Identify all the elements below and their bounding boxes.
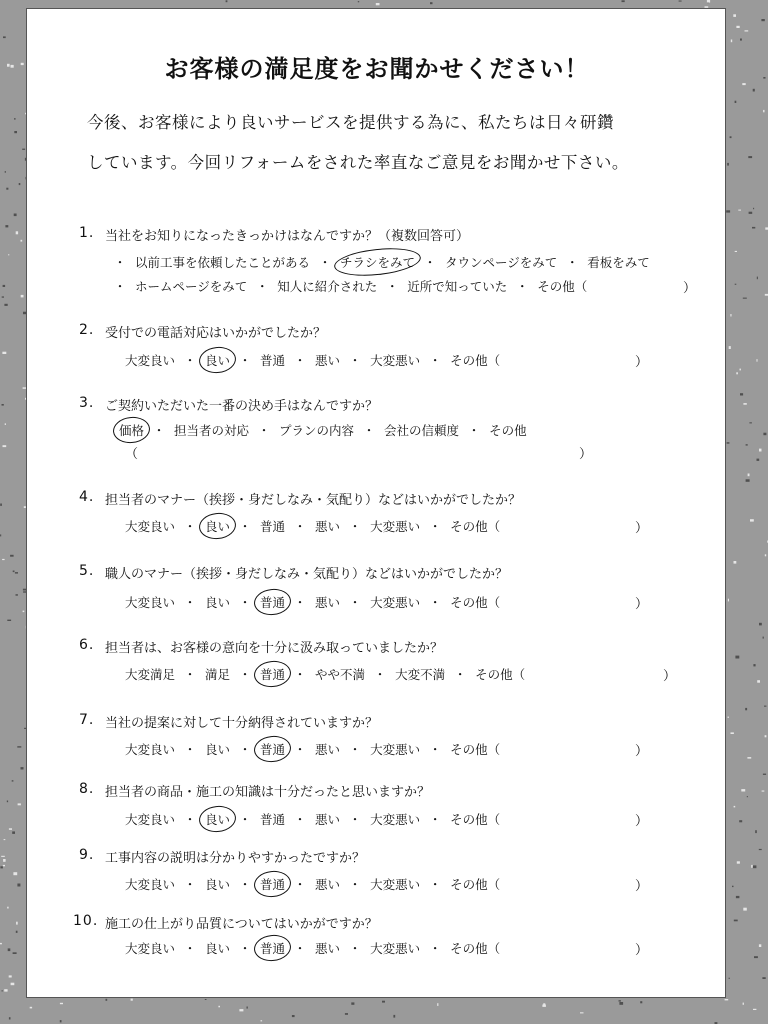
- separator-dot: ・: [183, 812, 197, 827]
- options-row: [125, 665, 525, 683]
- separator-dot: ・: [238, 519, 252, 534]
- options-row: [119, 421, 527, 439]
- option[interactable]: その他（: [450, 877, 501, 892]
- option[interactable]: 看板をみて: [587, 255, 650, 270]
- options-row: [125, 875, 500, 893]
- question-text: 担当者の商品・施工の知識は十分だったと思いますか？: [105, 785, 431, 800]
- question-number: 7.: [79, 712, 95, 728]
- question-number: 6.: [79, 637, 95, 653]
- separator-dot: ・: [183, 353, 197, 368]
- option[interactable]: 担当者の対応: [174, 423, 250, 438]
- separator-dot: ・: [386, 279, 399, 294]
- separator-dot: ・: [238, 742, 252, 757]
- option[interactable]: その他: [489, 423, 527, 438]
- page-title: お客様の満足度をお聞かせください！: [164, 55, 590, 83]
- separator-dot: ・: [113, 255, 127, 270]
- separator-dot: ・: [256, 279, 269, 294]
- question-number: 9.: [79, 847, 95, 863]
- question-text: 職人のマナー（挨拶・身だしなみ・気配り）などはいかがでしたか？: [105, 567, 509, 582]
- option[interactable]: 良い: [205, 742, 231, 757]
- separator-dot: ・: [238, 667, 252, 682]
- paren-close: ）: [635, 814, 649, 829]
- separator-dot: ・: [428, 941, 442, 956]
- option-selected[interactable]: 良い: [205, 519, 231, 534]
- separator-dot: ・: [428, 353, 442, 368]
- options-row: [105, 277, 587, 295]
- option[interactable]: 大変悪い: [370, 519, 421, 534]
- intro-line-1: 今後、お客様により良いサービスを提供する為に、私たちは日々研鑽: [87, 113, 614, 132]
- option[interactable]: 良い: [205, 941, 231, 956]
- option[interactable]: その他（: [450, 595, 501, 610]
- separator-dot: ・: [183, 941, 197, 956]
- separator-dot: ・: [238, 353, 252, 368]
- separator-dot: ・: [183, 595, 197, 610]
- options-row: [125, 810, 500, 828]
- paren-close: ）: [635, 521, 649, 536]
- separator-dot: ・: [238, 941, 252, 956]
- option[interactable]: その他（: [450, 519, 501, 534]
- option-selected[interactable]: 良い: [205, 812, 231, 827]
- option[interactable]: 大変悪い: [370, 742, 421, 757]
- option[interactable]: 大変良い: [125, 519, 176, 534]
- question-number: 10.: [73, 913, 99, 929]
- intro-line-2: しています。今回リフォームをされた率直なご意見をお聞かせ下さい。: [87, 153, 629, 172]
- separator-dot: ・: [348, 941, 362, 956]
- survey-sheet: [26, 8, 726, 998]
- separator-dot: ・: [238, 812, 252, 827]
- separator-dot: ・: [423, 255, 437, 270]
- separator-dot: ・: [293, 519, 307, 534]
- separator-dot: ・: [293, 877, 307, 892]
- option[interactable]: 悪い: [315, 519, 341, 534]
- separator-dot: ・: [238, 595, 252, 610]
- option[interactable]: その他（: [450, 353, 501, 368]
- option-selected[interactable]: チラシをみて: [340, 255, 416, 270]
- question-text: 当社をお知りになったきっかけはなんですか？（複数回答可）: [105, 229, 470, 244]
- question-number: 1.: [79, 225, 95, 241]
- option-selected[interactable]: 普通: [260, 877, 286, 892]
- option[interactable]: 近所で知っていた: [407, 279, 508, 294]
- option[interactable]: 良い: [205, 595, 231, 610]
- separator-dot: ・: [183, 742, 197, 757]
- option[interactable]: 大変良い: [125, 742, 176, 757]
- option[interactable]: 以前工事を依頼したことがある: [135, 255, 311, 270]
- option[interactable]: 大変良い: [125, 595, 176, 610]
- option[interactable]: やや不満: [315, 667, 366, 682]
- paren-close: ）: [635, 943, 649, 958]
- option-selected[interactable]: 普通: [260, 667, 286, 682]
- paren-close: ）: [635, 879, 649, 894]
- option[interactable]: その他（: [450, 812, 501, 827]
- separator-dot: ・: [453, 667, 467, 682]
- option[interactable]: 悪い: [315, 353, 341, 368]
- separator-dot: ・: [293, 595, 307, 610]
- separator-dot: ・: [293, 742, 307, 757]
- separator-dot: ・: [183, 877, 197, 892]
- separator-dot: ・: [152, 423, 166, 438]
- question-number: 3.: [79, 395, 95, 411]
- option[interactable]: プランの内容: [279, 423, 355, 438]
- question-text: ご契約いただいた一番の決め手はなんですか？: [105, 399, 379, 414]
- option[interactable]: 知人に紹介された: [277, 279, 378, 294]
- options-row: [125, 517, 500, 535]
- separator-dot: ・: [428, 812, 442, 827]
- separator-dot: ・: [293, 353, 307, 368]
- option[interactable]: 会社の信頼度: [384, 423, 460, 438]
- option[interactable]: 大変良い: [125, 941, 176, 956]
- paren-close: ）: [579, 447, 593, 462]
- option[interactable]: その他（: [537, 279, 588, 294]
- separator-dot: ・: [348, 519, 362, 534]
- option[interactable]: 大変良い: [125, 353, 176, 368]
- paren-close: ）: [635, 355, 649, 370]
- option-selected[interactable]: 普通: [260, 941, 286, 956]
- question-number: 4.: [79, 489, 95, 505]
- separator-dot: ・: [238, 877, 252, 892]
- paren-close: ）: [635, 744, 649, 759]
- separator-dot: ・: [293, 812, 307, 827]
- option-selected[interactable]: 普通: [260, 595, 286, 610]
- question-text: 工事内容の説明は分かりやすかったですか？: [105, 851, 366, 866]
- question-number: 5.: [79, 563, 95, 579]
- option[interactable]: 大変良い: [125, 877, 176, 892]
- paren-close: ）: [663, 669, 677, 684]
- option[interactable]: その他（: [450, 742, 501, 757]
- separator-dot: ・: [113, 279, 127, 294]
- option[interactable]: 悪い: [315, 812, 341, 827]
- option[interactable]: 悪い: [315, 877, 341, 892]
- separator-dot: ・: [183, 519, 197, 534]
- separator-dot: ・: [428, 877, 442, 892]
- option[interactable]: 普通: [260, 812, 286, 827]
- option[interactable]: 大変悪い: [370, 595, 421, 610]
- separator-dot: ・: [566, 255, 579, 270]
- separator-dot: ・: [348, 812, 362, 827]
- option[interactable]: 大変悪い: [370, 812, 421, 827]
- option[interactable]: 悪い: [315, 742, 341, 757]
- separator-dot: ・: [293, 667, 307, 682]
- separator-dot: ・: [516, 279, 529, 294]
- option[interactable]: 良い: [205, 877, 231, 892]
- options-row: [105, 253, 650, 271]
- option[interactable]: 大変不満: [395, 667, 446, 682]
- option[interactable]: ホームページをみて: [135, 279, 248, 294]
- question-text: 施工の仕上がり品質についてはいかがですか？: [105, 917, 378, 932]
- options-row: [125, 740, 500, 758]
- separator-dot: ・: [467, 423, 481, 438]
- paren-open: （: [125, 447, 139, 462]
- separator-dot: ・: [373, 667, 387, 682]
- question-text: 当社の提案に対して十分納得されていますか？: [105, 716, 379, 731]
- question-number: 2.: [79, 322, 95, 338]
- option-selected[interactable]: 価格: [119, 423, 145, 438]
- option-selected[interactable]: 普通: [260, 742, 286, 757]
- option[interactable]: その他（: [475, 667, 526, 682]
- separator-dot: ・: [348, 742, 362, 757]
- separator-dot: ・: [183, 667, 197, 682]
- options-row: [125, 593, 500, 611]
- separator-dot: ・: [362, 423, 376, 438]
- option-selected[interactable]: 良い: [205, 353, 231, 368]
- question-text: 担当者は、お客様の意向を十分に汲み取っていましたか？: [105, 641, 444, 656]
- option[interactable]: 大変悪い: [370, 353, 421, 368]
- option[interactable]: 大変悪い: [370, 877, 421, 892]
- separator-dot: ・: [428, 519, 442, 534]
- separator-dot: ・: [293, 941, 307, 956]
- separator-dot: ・: [428, 595, 442, 610]
- separator-dot: ・: [428, 742, 442, 757]
- question-text: 担当者のマナー（挨拶・身だしなみ・気配り）などはいかがでしたか？: [105, 493, 522, 508]
- option[interactable]: 普通: [260, 353, 286, 368]
- option[interactable]: 大変悪い: [370, 941, 421, 956]
- separator-dot: ・: [348, 353, 362, 368]
- separator-dot: ・: [348, 595, 362, 610]
- paren-close: ）: [683, 281, 697, 296]
- options-row: [125, 351, 500, 369]
- option[interactable]: 大変良い: [125, 812, 176, 827]
- question-number: 8.: [79, 781, 95, 797]
- option[interactable]: 普通: [260, 519, 286, 534]
- option[interactable]: 悪い: [315, 595, 341, 610]
- option[interactable]: タウンページをみて: [445, 255, 558, 270]
- question-text: 受付での電話対応はいかがでしたか？: [105, 326, 327, 341]
- option[interactable]: 満足: [205, 667, 231, 682]
- option[interactable]: その他（: [450, 941, 501, 956]
- paren-close: ）: [635, 597, 649, 612]
- separator-dot: ・: [318, 255, 332, 270]
- separator-dot: ・: [257, 423, 271, 438]
- options-row: [125, 939, 500, 957]
- option[interactable]: 大変満足: [125, 667, 176, 682]
- separator-dot: ・: [348, 877, 362, 892]
- option[interactable]: 悪い: [315, 941, 341, 956]
